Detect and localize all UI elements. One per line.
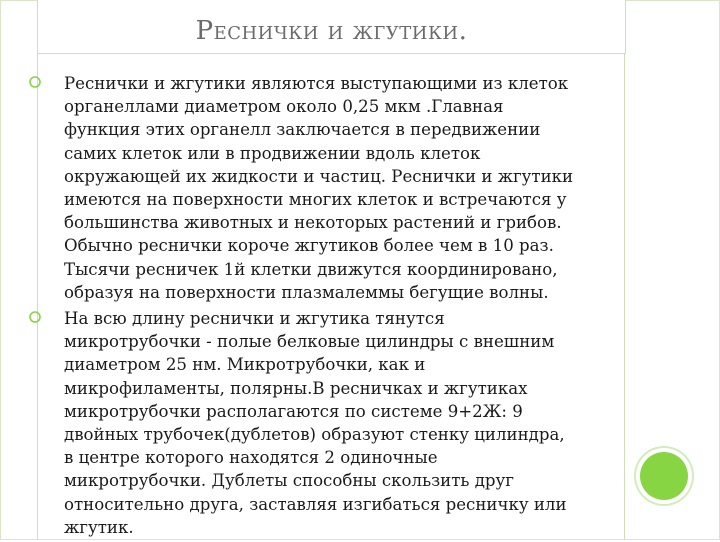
text-line: микрофиламенты, полярны.В ресничках и жгутиках [64, 378, 528, 398]
text-line: микротрубочки - полые белковые цилиндры с внешним [64, 332, 555, 352]
text-line: Тысячи ресничек 1й клетки движутся координировано, [64, 259, 558, 279]
bullet-item [28, 307, 628, 539]
text-line: относительно друга, заставляя изгибаться ресничку или [64, 494, 567, 514]
text-line: органеллами диаметром около 0,25 мкм .Главная [64, 97, 504, 117]
text-line: микротрубочки располагаются по системе 9+2Ж: 9 [64, 401, 523, 421]
text-line: Реснички и жгутики являются выступающими из клеток [64, 74, 569, 93]
text-line: Обычно реснички короче жгутиков более чем в 10 раз. [64, 236, 554, 256]
text-line: образуя на поверхности плазмалеммы бегущие волны. [64, 282, 549, 302]
text-line: диаметром 25 нм. Микротрубочки, как и [64, 355, 426, 375]
text-line: жгутик. [64, 517, 134, 537]
text-line: самих клеток или в продвижении вдоль клеток [64, 143, 481, 163]
text-line: функция этих органелл заключается в передвижении [64, 120, 541, 140]
circle-bullet-icon [28, 75, 42, 89]
text-line: имеются на поверхности многих клеток и встречаются у [64, 190, 567, 210]
text-line: микротрубочки. Дублеты способны скользить друг [64, 471, 515, 491]
circle-bullet-icon [28, 310, 42, 324]
bullet-text [64, 72, 628, 304]
slide-content [28, 72, 628, 542]
text-line: На всю длину реснички и жгутика тянутся [64, 309, 445, 329]
text-line: в центре которого находятся 2 одиночные [64, 448, 438, 468]
text-line: окружающей их жидкости и частиц. Реснички и жгутики [64, 166, 574, 186]
text-line: двойных трубочек(дублетов) образуют стенку цилиндра, [64, 425, 565, 445]
bullet-text [64, 307, 628, 539]
bullet-item [28, 72, 628, 304]
text-line: большинства животных и некоторых растений и грибов. [64, 213, 562, 233]
title-box [37, 0, 626, 54]
slide-title: Реснички и жгутики. [195, 16, 468, 46]
decorative-green-circle [640, 452, 688, 500]
